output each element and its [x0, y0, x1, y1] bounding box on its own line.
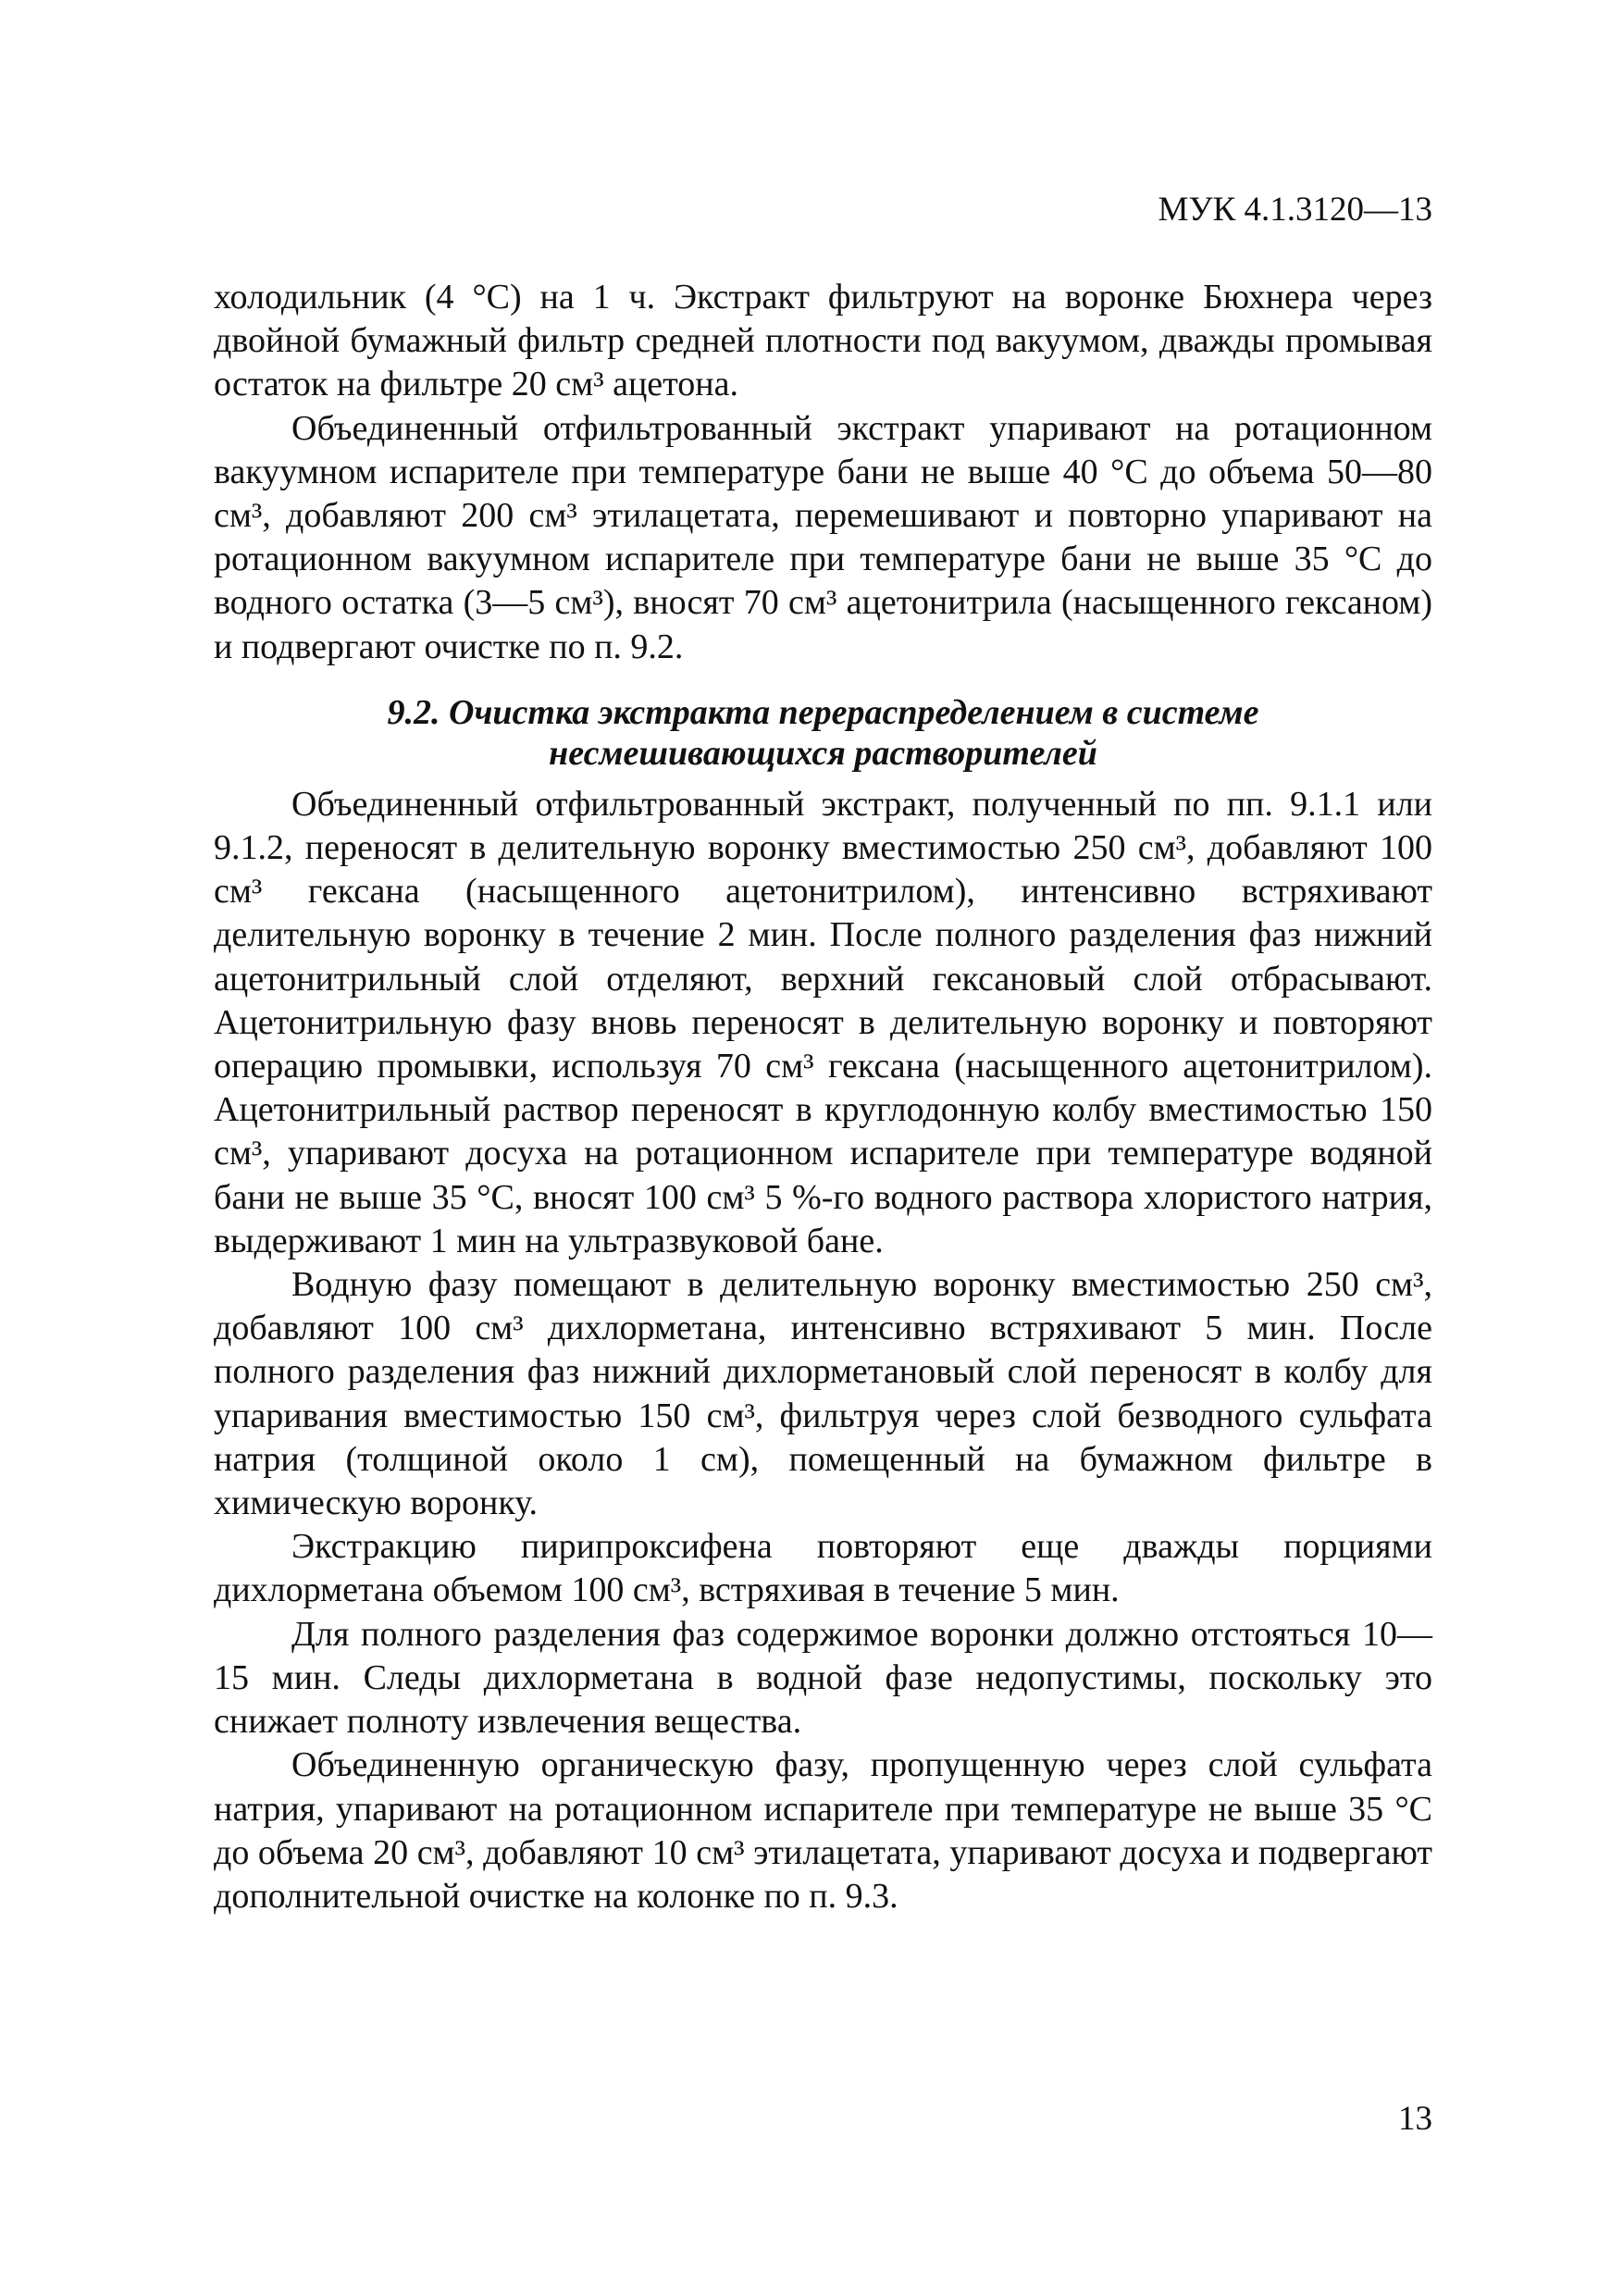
- page-number: 13: [1398, 2100, 1432, 2138]
- paragraph-aqueous-phase: Водную фазу помещают в делительную воронку вместимостью 250 см³, добавляют 100 см³ дихлорметана, интенсивно встряхивают 5 мин. После полного разделения фаз нижний дихлорметановый слой переносят в колбу для упаривания вместимостью 150 см³, фильтруя через слой безводного сульфата натрия (толщиной около 1 см), помещенный на бумажном фильтре в химическую воронку.: [214, 1265, 1432, 1523]
- section-heading-line-1: 9.2. Очистка экстракта перераспределением в системе: [387, 692, 1259, 732]
- paragraph-continuation: холодильник (4 °С) на 1 ч. Экстракт фильтруют на воронке Бюхнера через двойной бумажный фильтр средней плотности под вакуумом, дважды промывая остаток на фильтре 20 см³ ацетона.: [214, 278, 1432, 404]
- paragraph-partition: Объединенный отфильтрованный экстракт, полученный по пп. 9.1.1 или 9.1.2, переносят в делительную воронку вместимостью 250 см³, добавляют 100 см³ гексана (насыщенного ацетонитрилом), интенсивно встряхивают делительную воронку в течение 2 мин. После полного разделения фаз нижний ацетонитрильный слой отделяют, верхний гексановый слой отбрасывают. Ацетонитрильную фазу вновь переносят в делительную воронку и повторяют операцию промывки, используя 70 см³ гексана (насыщенного ацетонитрилом). Ацетонитрильный раствор переносят в круглодонную колбу вместимостью 150 см³, упаривают досуха на ротационном испарителе при температуре водяной бани не выше 35 °С, вносят 100 см³ 5 %-го водного раствора хлористого натрия, выдерживают 1 мин на ультразвуковой бане.: [214, 784, 1432, 1260]
- paragraph-organic-phase: Объединенную органическую фазу, пропущенную через слой сульфата натрия, упаривают на ротационном испарителе при температуре не выше 35 °С до объема 20 см³, добавляют 10 см³ этилацетата, упаривают досуха и подвергают дополнительной очистке на колонке по п. 9.3.: [214, 1745, 1432, 1916]
- paragraph-phase-separation: Для полного разделения фаз содержимое воронки должно отстояться 10—15 мин. Следы дихлорметана в водной фазе недопустимы, поскольку это снижает полноту извлечения вещества.: [214, 1614, 1432, 1742]
- paragraph-extraction-repeat: Экстракцию пирипроксифена повторяют еще дважды порциями дихлорметана объемом 100 см³, встряхивая в течение 5 мин.: [214, 1527, 1432, 1610]
- section-heading-9-2: [214, 692, 1432, 774]
- page-body: [214, 276, 1432, 1918]
- paragraph-evaporation: Объединенный отфильтрованный экстракт упаривают на ротационном вакуумном испарителе при температуре бани не выше 40 °С до объема 50—80 см³, добавляют 200 см³ этилацетата, перемешивают и повторно упаривают на ротационном вакуумном испарителе при температуре бани не выше 35 °С до водного остатка (3—5 см³), вносят 70 см³ ацетонитрила (насыщенного гексаном) и подвергают очистке по п. 9.2.: [214, 408, 1432, 666]
- document-code-header: МУК 4.1.3120—13: [1158, 191, 1432, 229]
- section-heading-line-2: несмешивающихся растворителей: [549, 733, 1097, 773]
